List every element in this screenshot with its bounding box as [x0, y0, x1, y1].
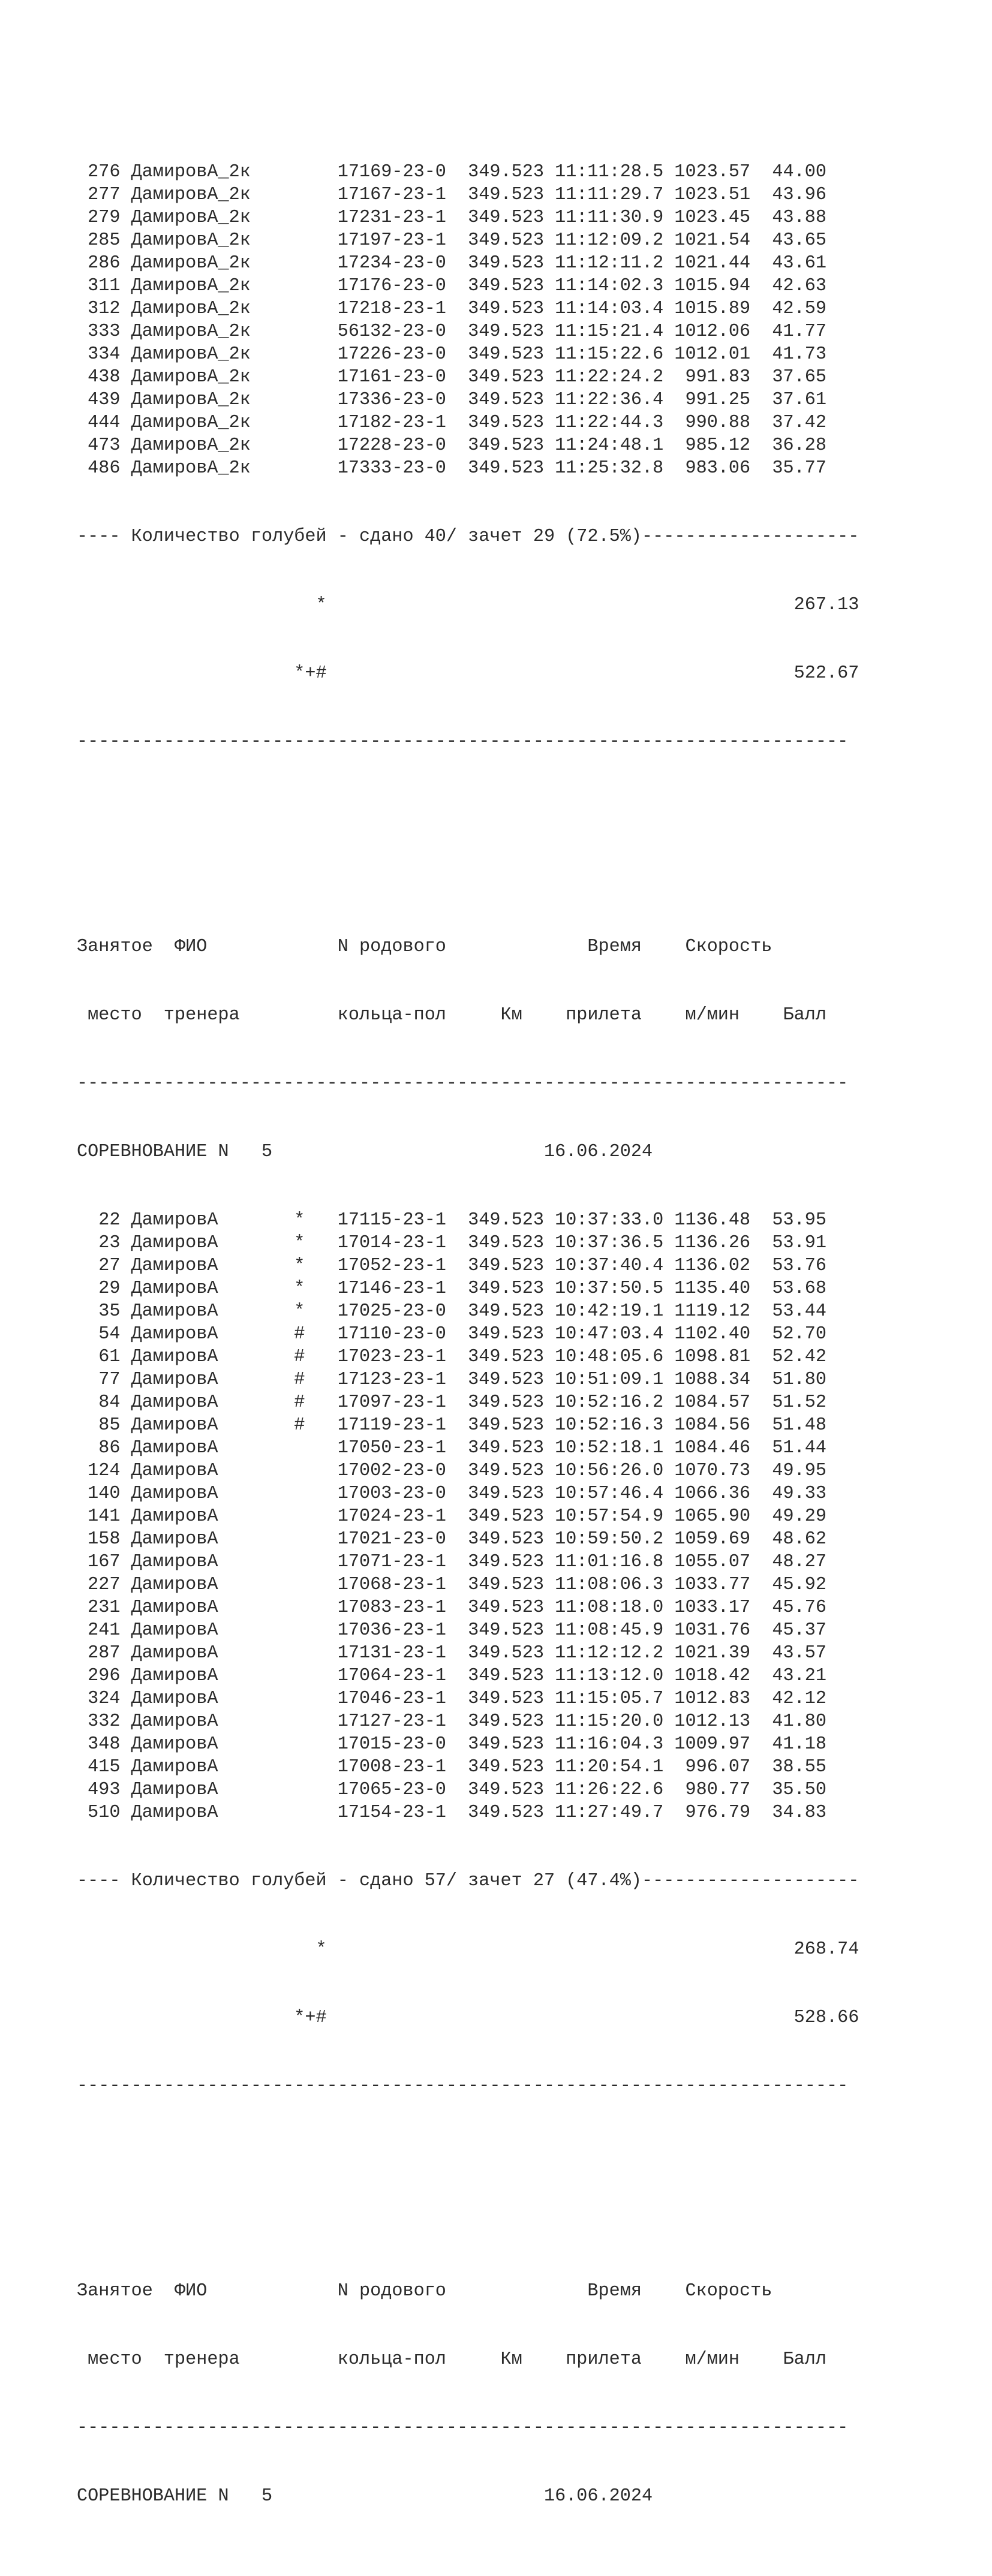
- table-row: 227 ДамировА 17068-23-1 349.523 11:08:06.3 1033.77 45.92: [77, 1575, 826, 1595]
- table-row: 124 ДамировА 17002-23-0 349.523 10:56:26.0 1070.73 49.95: [77, 1461, 826, 1481]
- summary-line: ---- Количество голубей - сдано 40/ зачет 29 (72.5%)--------------------: [77, 526, 859, 547]
- table-row: 486 ДамировА_2к 17333-23-0 349.523 11:25:32.8 983.06 35.77: [77, 458, 826, 479]
- table-row: 22 ДамировА * 17115-23-1 349.523 10:37:33.0 1136.48 53.95: [77, 1210, 826, 1230]
- table-row: 158 ДамировА 17021-23-0 349.523 10:59:50.2 1059.69 48.62: [77, 1529, 826, 1549]
- table-row: 332 ДамировА 17127-23-1 349.523 11:15:20.0 1012.13 41.80: [77, 1711, 826, 1732]
- section-continued: [77, 115, 859, 799]
- table-row: 439 ДамировА_2к 17336-23-0 349.523 11:22:36.4 991.25 37.61: [77, 390, 826, 410]
- table-row: 473 ДамировА_2к 17228-23-0 349.523 11:24:48.1 985.12 36.28: [77, 435, 826, 456]
- table-row: 27 ДамировА * 17052-23-1 349.523 10:37:40.4 1136.02 53.76: [77, 1256, 826, 1276]
- result-rows: [77, 1209, 859, 1824]
- table-row: 277 ДамировА_2к 17167-23-1 349.523 11:11:29.7 1023.51 43.96: [77, 185, 826, 205]
- competition-title: СОРЕВНОВАНИЕ N 5 16.06.2024: [77, 2486, 653, 2506]
- table-header-line-1: Занятое ФИО N родового Время Скорость: [77, 2281, 772, 2301]
- separator-line: -----------------------------------------------------------------------: [77, 732, 849, 752]
- table-row: 276 ДамировА_2к 17169-23-0 349.523 11:11:28.5 1023.57 44.00: [77, 162, 826, 182]
- table-row: 285 ДамировА_2к 17197-23-1 349.523 11:12:09.2 1021.54 43.65: [77, 230, 826, 251]
- header-rule: -----------------------------------------------------------------------: [77, 2418, 849, 2438]
- table-row: 286 ДамировА_2к 17234-23-0 349.523 11:12:11.2 1021.44 43.61: [77, 253, 826, 273]
- table-row: 438 ДамировА_2к 17161-23-0 349.523 11:22:24.2 991.83 37.65: [77, 367, 826, 387]
- table-row: 311 ДамировА_2к 17176-23-0 349.523 11:14:02.3 1015.94 42.63: [77, 276, 826, 296]
- table-row: 35 ДамировА * 17025-23-0 349.523 10:42:19.1 1119.12 53.44: [77, 1301, 826, 1322]
- table-row: 167 ДамировА 17071-23-1 349.523 11:01:16.8 1055.07 48.27: [77, 1552, 826, 1572]
- table-header-line-1: Занятое ФИО N родового Время Скорость: [77, 937, 772, 957]
- results-sheet: [77, 47, 859, 2576]
- table-row: 334 ДамировА_2к 17226-23-0 349.523 11:15:22.6 1012.01 41.73: [77, 344, 826, 365]
- table-row: 312 ДамировА_2к 17218-23-1 349.523 11:14:03.4 1015.89 42.59: [77, 299, 826, 319]
- table-row: 140 ДамировА 17003-23-0 349.523 10:57:46.4 1066.36 49.33: [77, 1483, 826, 1504]
- table-row: 444 ДамировА_2к 17182-23-1 349.523 11:22:44.3 990.88 37.42: [77, 413, 826, 433]
- star-total-line: * 267.13: [77, 595, 859, 615]
- table-row: 86 ДамировА 17050-23-1 349.523 10:52:18.1 1084.46 51.44: [77, 1438, 826, 1458]
- table-row: 54 ДамировА # 17110-23-0 349.523 10:47:03.4 1102.40 52.70: [77, 1324, 826, 1344]
- table-row: 279 ДамировА_2к 17231-23-1 349.523 11:11:30.9 1023.45 43.88: [77, 207, 826, 228]
- header-rule: -----------------------------------------------------------------------: [77, 1073, 849, 1094]
- table-row: 333 ДамировА_2к 56132-23-0 349.523 11:15:21.4 1012.06 41.77: [77, 321, 826, 342]
- starplus-total-line: *+# 528.66: [77, 2008, 859, 2028]
- result-rows: [77, 161, 859, 480]
- section-competition-5: [77, 890, 859, 2143]
- table-row: 296 ДамировА 17064-23-1 349.523 11:13:12.0 1018.42 43.21: [77, 1666, 826, 1686]
- table-row: 23 ДамировА * 17014-23-1 349.523 10:37:36.5 1136.26 53.91: [77, 1233, 826, 1253]
- table-row: 231 ДамировА 17083-23-1 349.523 11:08:18.0 1033.17 45.76: [77, 1597, 826, 1618]
- table-header-line-2: место тренера кольца-пол Км прилета м/мин Балл: [77, 2349, 826, 2370]
- table-row: 85 ДамировА # 17119-23-1 349.523 10:52:16.3 1084.56 51.48: [77, 1415, 826, 1436]
- table-row: 61 ДамировА # 17023-23-1 349.523 10:48:05.6 1098.81 52.42: [77, 1347, 826, 1367]
- table-row: 29 ДамировА * 17146-23-1 349.523 10:37:50.5 1135.40 53.68: [77, 1278, 826, 1299]
- table-row: 348 ДамировА 17015-23-0 349.523 11:16:04.3 1009.97 41.18: [77, 1734, 826, 1755]
- table-row: 493 ДамировА 17065-23-0 349.523 11:26:22.6 980.77 35.50: [77, 1780, 826, 1800]
- star-total-line: * 268.74: [77, 1939, 859, 1960]
- table-row: 77 ДамировА # 17123-23-1 349.523 10:51:09.1 1088.34 51.80: [77, 1370, 826, 1390]
- competition-title: СОРЕВНОВАНИЕ N 5 16.06.2024: [77, 1142, 653, 1162]
- separator-line: -----------------------------------------------------------------------: [77, 2076, 849, 2096]
- table-row: 415 ДамировА 17008-23-1 349.523 11:20:54.1 996.07 38.55: [77, 1757, 826, 1777]
- table-row: 510 ДамировА 17154-23-1 349.523 11:27:49.7 976.79 34.83: [77, 1802, 826, 1823]
- table-row: 287 ДамировА 17131-23-1 349.523 11:12:12.2 1021.39 43.57: [77, 1643, 826, 1663]
- table-row: 241 ДамировА 17036-23-1 349.523 11:08:45.9 1031.76 45.37: [77, 1620, 826, 1641]
- starplus-total-line: *+# 522.67: [77, 663, 859, 684]
- table-row: 84 ДамировА # 17097-23-1 349.523 10:52:16.2 1084.57 51.52: [77, 1392, 826, 1413]
- summary-line: ---- Количество голубей - сдано 57/ зачет 27 (47.4%)--------------------: [77, 1871, 859, 1891]
- table-header-line-2: место тренера кольца-пол Км прилета м/мин Балл: [77, 1005, 826, 1025]
- section-next: [77, 2234, 859, 2553]
- table-row: 141 ДамировА 17024-23-1 349.523 10:57:54.9 1065.90 49.29: [77, 1506, 826, 1527]
- table-row: 324 ДамировА 17046-23-1 349.523 11:15:05.7 1012.83 42.12: [77, 1689, 826, 1709]
